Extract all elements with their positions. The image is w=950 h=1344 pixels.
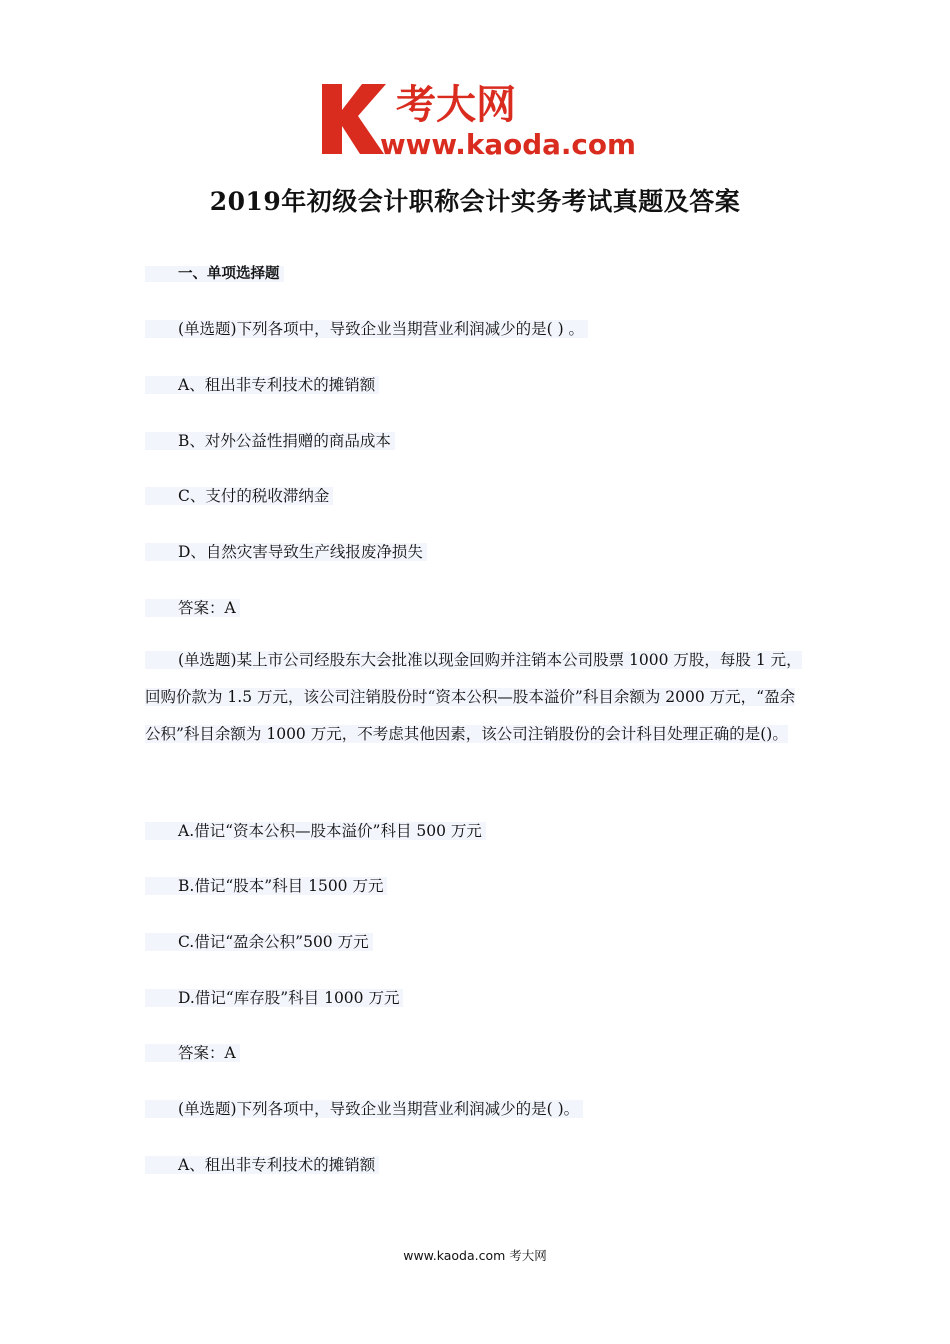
- q1-stem: (单选题)下列各项中，导致企业当期营业利润减少的是( ) 。: [145, 317, 588, 339]
- q2-option-d: D.借记“库存股”科目 1000 万元: [145, 986, 403, 1008]
- logo-k-icon: [322, 84, 386, 154]
- section-heading: 一、单项选择题: [145, 262, 284, 283]
- q2-option-b: B.借记“股本”科目 1500 万元: [145, 874, 387, 896]
- q1-option-a: A、租出非专利技术的摊销额: [145, 373, 379, 395]
- page-footer: www.kaoda.com 考大网: [403, 1248, 547, 1263]
- q3-option-a: A、租出非专利技术的摊销额: [145, 1153, 379, 1175]
- q3-stem: (单选题)下列各项中，导致企业当期营业利润减少的是( )。: [145, 1097, 583, 1119]
- q1-answer: 答案：A: [145, 596, 240, 618]
- q1-option-b: B、对外公益性捐赠的商品成本: [145, 429, 395, 451]
- kaoda-logo: [318, 76, 638, 158]
- logo-chinese: 考大网: [396, 82, 516, 128]
- document-title: 2019年初级会计职称会计实务考试真题及答案: [209, 187, 741, 216]
- q2-option-a: A.借记“资本公积—股本溢价”科目 500 万元: [145, 819, 486, 841]
- logo-url: www.kaoda.com: [380, 128, 636, 158]
- q1-option-d: D、自然灾害导致生产线报废净损失: [145, 540, 427, 562]
- q2-answer: 答案：A: [145, 1041, 240, 1063]
- q2-stem: (单选题)某上市公司经股东大会批准以现金回购并注销本公司股票 1000 万股，每股 1 元，回购价款为 1.5 万元，该公司注销股份时“资本公积—股本溢价”科目余额为 2000 万元，“盈余公积”科目余额为 1000 万元，不考虑其他因素，该公司注销股份的会计科目处理正确的是()。: [145, 651, 802, 743]
- q1-option-c: C、支付的税收滞纳金: [145, 484, 333, 506]
- q2-option-c: C.借记“盈余公积”500 万元: [145, 930, 373, 952]
